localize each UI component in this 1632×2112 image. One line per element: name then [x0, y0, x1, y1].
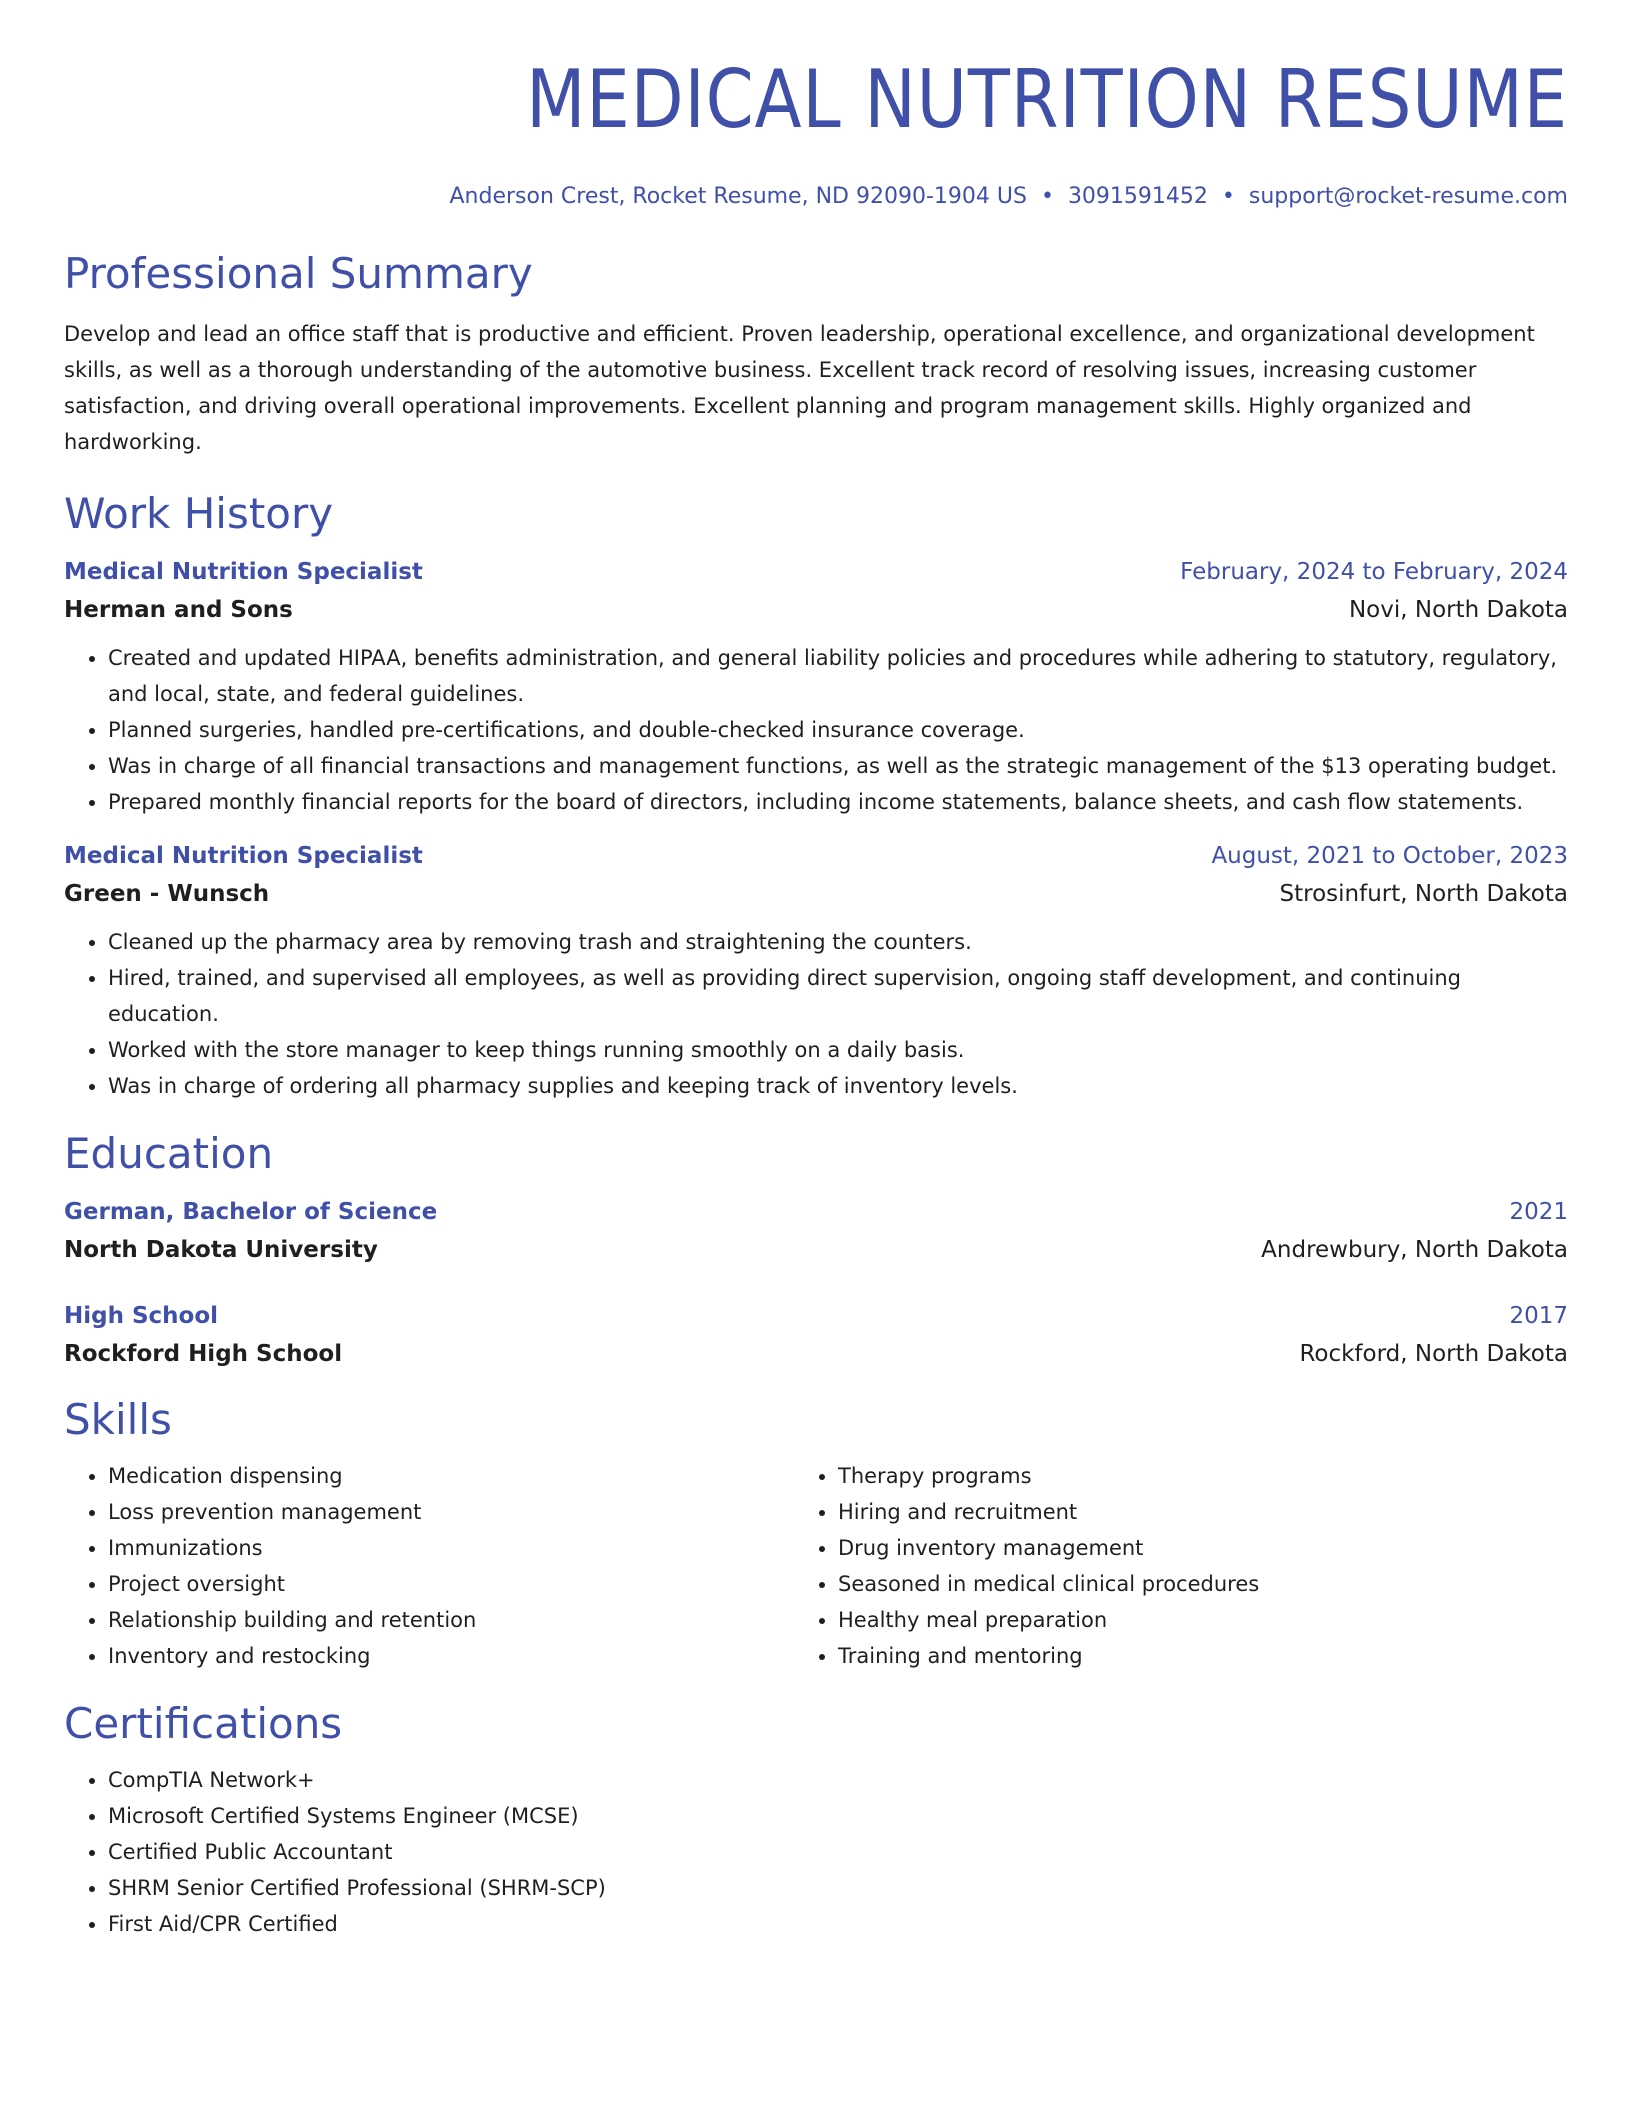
education-entry — [64, 1298, 1568, 1374]
contact-line — [64, 180, 1568, 214]
job-bullet: • Prepared monthly financial reports for the board of directors, including income statements, balance sheets, and cash flow statements. — [108, 784, 1568, 820]
job-bullet: • Was in charge of all financial transactions and management functions, as well as the strategic management of the $13 operating budget. — [108, 748, 1568, 784]
education-heading: Education — [64, 1129, 274, 1178]
education-school: North Dakota University — [64, 1237, 378, 1263]
skill-item: • Medication dispensing — [108, 1458, 794, 1494]
summary-heading: Professional Summary — [64, 249, 533, 298]
job-dates: February, 2024 to February, 2024 — [1180, 559, 1568, 585]
job-bullet: • Planned surgeries, handled pre-certifications, and double-checked insurance coverage. — [108, 712, 1568, 748]
skills-grid — [64, 1458, 1568, 1674]
skill-item: • Relationship building and retention — [108, 1602, 794, 1638]
skill-item: • Inventory and restocking — [108, 1638, 794, 1674]
contact-phone: 3091591452 — [1067, 184, 1208, 209]
contact-separator: • — [1040, 184, 1054, 209]
skill-item: • Hiring and recruitment — [838, 1494, 1524, 1530]
contact-address: Anderson Crest, Rocket Resume, ND 92090-1904 US — [449, 184, 1027, 209]
certifications-section — [64, 1698, 1568, 1942]
skill-item: • Seasoned in medical clinical procedures — [838, 1566, 1524, 1602]
contact-separator: • — [1221, 184, 1235, 209]
job-dates: August, 2021 to October, 2023 — [1211, 843, 1568, 869]
certification-item: • Certified Public Accountant — [108, 1834, 1568, 1870]
skills-heading: Skills — [64, 1395, 172, 1444]
education-degree: High School — [64, 1303, 219, 1329]
job-title: Medical Nutrition Specialist — [64, 559, 423, 585]
education-degree: German, Bachelor of Science — [64, 1199, 438, 1225]
certification-item: • Microsoft Certified Systems Engineer (MCSE) — [108, 1798, 1568, 1834]
job-company: Herman and Sons — [64, 597, 293, 623]
job-bullets — [64, 640, 1568, 820]
education-location: Rockford, North Dakota — [1299, 1341, 1568, 1367]
job-bullet: • Was in charge of ordering all pharmacy supplies and keeping track of inventory levels. — [108, 1068, 1568, 1104]
certifications-heading: Certifications — [64, 1699, 343, 1748]
education-school: Rockford High School — [64, 1341, 343, 1367]
skill-item: • Drug inventory management — [838, 1530, 1524, 1566]
job-entry — [64, 838, 1568, 1104]
education-section — [64, 1128, 1568, 1374]
job-location: Novi, North Dakota — [1348, 597, 1568, 623]
skill-item: • Immunizations — [108, 1530, 794, 1566]
contact-email[interactable]: support@rocket-resume.com — [1248, 184, 1568, 209]
job-location: Strosinfurt, North Dakota — [1279, 881, 1568, 907]
certification-item: • CompTIA Network+ — [108, 1762, 1568, 1798]
job-company: Green - Wunsch — [64, 881, 270, 907]
certification-item: • SHRM Senior Certified Professional (SHRM-SCP) — [108, 1870, 1568, 1906]
work-history-heading: Work History — [64, 489, 334, 538]
skills-list-right — [794, 1458, 1524, 1674]
certification-item: • First Aid/CPR Certified — [108, 1906, 1568, 1942]
education-location: Andrewbury, North Dakota — [1261, 1237, 1568, 1263]
skills-list-left — [64, 1458, 794, 1674]
education-year: 2017 — [1509, 1303, 1568, 1329]
skill-item: • Training and mentoring — [838, 1638, 1524, 1674]
work-history-section — [64, 488, 1568, 1104]
certifications-list — [64, 1762, 1568, 1942]
job-entry — [64, 554, 1568, 820]
job-title: Medical Nutrition Specialist — [64, 843, 423, 869]
job-bullet: • Cleaned up the pharmacy area by removing trash and straightening the counters. — [108, 924, 1568, 960]
job-bullet: • Hired, trained, and supervised all employees, as well as providing direct supervision, ongoing staff development, and continuing education. — [108, 960, 1568, 1032]
skill-item: • Therapy programs — [838, 1458, 1524, 1494]
education-entry — [64, 1194, 1568, 1270]
job-bullets — [64, 924, 1568, 1104]
skills-section — [64, 1394, 1568, 1674]
job-bullet: • Worked with the store manager to keep things running smoothly on a daily basis. — [108, 1032, 1568, 1068]
education-year: 2021 — [1509, 1199, 1568, 1225]
skill-item: • Project oversight — [108, 1566, 794, 1602]
skill-item: • Loss prevention management — [108, 1494, 794, 1530]
job-bullet: • Created and updated HIPAA, benefits administration, and general liability policies and procedures while adhering to statutory, regulatory, and local, state, and federal guidelines. — [108, 640, 1568, 712]
summary-section — [64, 248, 1568, 460]
resume-title: MEDICAL NUTRITION RESUME — [526, 53, 1569, 146]
skill-item: • Healthy meal preparation — [838, 1602, 1524, 1638]
summary-text: Develop and lead an office staff that is productive and efficient. Proven leadership, operational excellence, and organizational development skills, as well as a thorough understanding of the automotive business. Excellent track record of resolving issues, increasing customer satisfaction, and driving overall operational improvements. Excellent planning and program management skills. Highly organized and hardworking. — [64, 322, 1535, 454]
